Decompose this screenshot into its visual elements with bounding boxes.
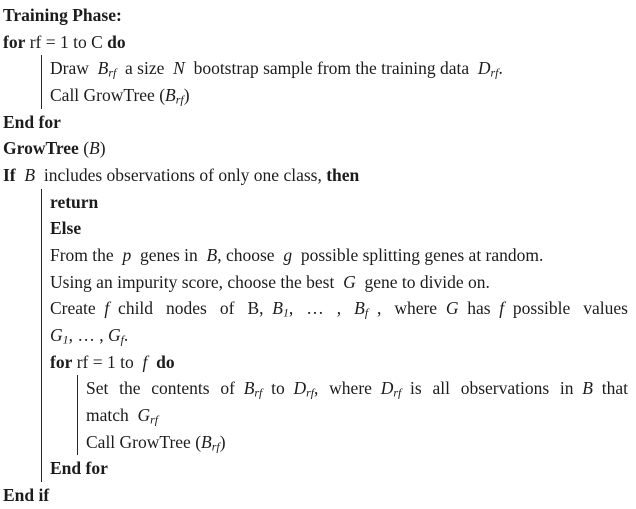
text-run: , choose [217, 245, 284, 266]
text-run: ( [78, 138, 90, 159]
algo-line-text [3, 482, 49, 509]
keyword: Training Phase: [3, 5, 122, 25]
math-variable: g [283, 245, 293, 266]
algo-line-text [50, 55, 503, 82]
math-subscript: rf [108, 66, 117, 81]
text-run: Call GrowTree ( [50, 85, 166, 106]
algo-line [3, 135, 628, 162]
text-run: ) [99, 138, 106, 159]
math-subscript: 1 [62, 332, 69, 347]
math-subscript: rf [211, 439, 220, 454]
keyword: return [50, 191, 99, 212]
math-variable: B [165, 85, 176, 106]
indent-bar [3, 295, 42, 322]
math-variable: G [137, 405, 151, 426]
keyword: GrowTree [3, 138, 79, 159]
text-run: has [458, 298, 500, 319]
math-subscript: rf [490, 66, 499, 81]
text-run: ) [219, 431, 226, 452]
algo-line [3, 189, 628, 216]
indent-bar [3, 429, 42, 456]
math-subscript: rf [150, 412, 159, 427]
text-run: match [86, 405, 138, 426]
text-run: rf = 1 to C [25, 31, 108, 52]
keyword: End if [3, 485, 50, 506]
math-variable: D [380, 378, 394, 399]
indent-bar [3, 215, 42, 242]
indent-bar [3, 455, 42, 482]
math-variable: N [173, 58, 185, 79]
text-run: that [593, 378, 628, 399]
algo-line-text [50, 215, 81, 242]
math-variable: f [104, 298, 110, 319]
text-run: gene to divide on. [355, 271, 490, 292]
math-variable: B [206, 245, 218, 266]
keyword: End for [50, 458, 108, 479]
indent-bar [42, 429, 78, 456]
indent-bar [3, 349, 42, 376]
indent-bar [42, 402, 78, 429]
text-run: , … , [288, 298, 355, 319]
indent-bar [3, 189, 42, 216]
algo-line-text [50, 242, 543, 269]
algo-line-text [50, 269, 490, 296]
text-run: a size [116, 58, 174, 79]
text-run: , … , [68, 325, 108, 346]
keyword: Else [50, 218, 82, 239]
keyword: for [50, 351, 73, 372]
algo-line-text [3, 162, 359, 189]
algo-line [3, 322, 628, 349]
math-subscript: f [364, 306, 369, 321]
text-run: bootstrap sample from the training data [184, 58, 478, 79]
algo-line-text [3, 2, 122, 29]
math-subscript: f [120, 332, 124, 347]
algo-line [3, 349, 628, 376]
algo-line [3, 29, 628, 56]
text-run: includes observations of only one class, [35, 165, 327, 186]
math-subscript: rf [175, 92, 184, 107]
text-run: child nodes of B, [109, 298, 273, 319]
keyword: If [3, 165, 16, 186]
algo-line [3, 429, 628, 456]
algo-line-text [50, 322, 128, 349]
text-run: Using an impurity score, choose the best [50, 271, 344, 292]
indent-bar [3, 322, 42, 349]
indent-bar [3, 375, 42, 402]
math-variable: B [201, 431, 212, 452]
math-variable: D [477, 58, 491, 79]
algo-line [3, 402, 628, 429]
algo-line [3, 269, 628, 296]
keyword: End for [3, 111, 61, 132]
algo-line [3, 55, 628, 82]
math-variable: f [499, 298, 505, 319]
indent-bar [42, 375, 78, 402]
text-run [147, 352, 156, 372]
keyword: then [326, 165, 360, 186]
text-run: Call GrowTree ( [86, 431, 202, 452]
algo-line-text [3, 29, 126, 56]
algo-line [3, 455, 628, 482]
text-run: , where [314, 378, 381, 399]
math-subscript: rf [306, 386, 315, 401]
math-variable: B [272, 298, 283, 319]
algo-line [3, 482, 628, 509]
indent-bar [3, 269, 42, 296]
text-run: possible values [504, 298, 628, 319]
algo-line-text [3, 109, 61, 136]
algo-line [3, 162, 628, 189]
math-variable: G [107, 325, 121, 346]
math-variable: B [97, 58, 109, 79]
algo-line-text [50, 82, 190, 109]
algo-line [3, 2, 628, 29]
math-subscript: rf [254, 386, 263, 401]
algo-line [3, 375, 628, 402]
algo-line [3, 295, 628, 322]
keyword: do [107, 31, 126, 52]
math-variable: G [343, 271, 356, 292]
text-run: to [262, 378, 294, 399]
indent-bar [3, 82, 42, 109]
math-variable: B [24, 165, 36, 186]
text-run: Create [50, 298, 105, 319]
keyword: do [156, 351, 175, 372]
algo-line [3, 109, 628, 136]
math-variable: D [293, 378, 307, 399]
algo-line [3, 215, 628, 242]
text-run: Set the contents of [86, 378, 244, 399]
algo-line-text [3, 135, 106, 162]
algo-line-text [86, 402, 158, 429]
math-variable: B [582, 378, 593, 399]
text-run: is all observations in [401, 378, 583, 399]
math-variable: B [243, 378, 255, 399]
algo-line-text [86, 375, 628, 402]
indent-bar [3, 55, 42, 82]
text-run: . [498, 58, 503, 79]
text-run: From the [50, 245, 123, 266]
algo-line-text [50, 295, 628, 322]
text-run: genes in [131, 245, 207, 266]
indent-bar [3, 242, 42, 269]
algo-line [3, 242, 628, 269]
math-variable: B [89, 138, 100, 159]
math-variable: f [142, 351, 148, 372]
math-subscript: rf [393, 386, 402, 401]
math-variable: G [50, 325, 63, 346]
text-run: . [123, 325, 129, 346]
algo-line-text [50, 189, 98, 216]
algo-line [3, 82, 628, 109]
math-variable: p [122, 245, 132, 266]
algo-line-text [50, 349, 175, 376]
math-variable: B [354, 298, 365, 319]
math-subscript: 1 [282, 306, 289, 321]
algorithm [3, 2, 628, 509]
algo-line-text [86, 429, 226, 456]
math-variable: G [445, 298, 459, 319]
text-run: rf = 1 to [72, 351, 143, 372]
text-run: Draw [50, 58, 98, 79]
text-run: possible splitting genes at random. [292, 245, 544, 266]
text-run: , where [368, 298, 446, 319]
text-run: ) [183, 85, 190, 106]
algo-line-text [50, 455, 108, 482]
keyword: for [3, 31, 26, 52]
indent-bar [3, 402, 42, 429]
